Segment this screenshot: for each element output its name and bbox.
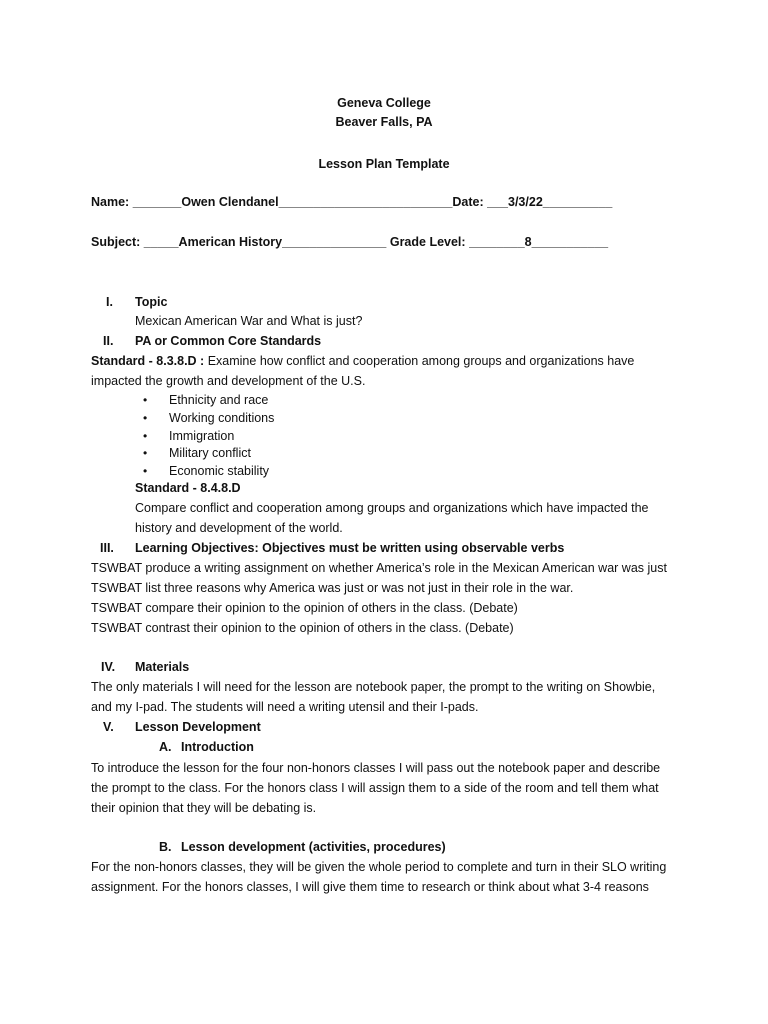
objective-4: TSWBAT contrast their opinion to the opinion of others in the class. (Debate) — [91, 621, 514, 635]
objective-2: TSWBAT list three reasons why America was just or was not just in their role in the war. — [91, 581, 574, 595]
bullet-item: Ethnicity and race — [169, 393, 269, 407]
section-2-title: PA or Common Core Standards — [135, 334, 322, 348]
name-line — [91, 193, 612, 211]
bullet-dot: • — [143, 429, 148, 443]
bullet-item: Military conflict — [169, 446, 251, 460]
standard-1-text: Examine how conflict and cooperation among groups and organizations have — [204, 354, 635, 368]
subsection-a-number: A. — [159, 740, 172, 754]
bullet-item: Working conditions — [169, 411, 275, 425]
section-4-number: IV. — [101, 660, 116, 674]
date-label: Date: — [452, 195, 484, 209]
section-4-title: Materials — [135, 660, 190, 674]
bullet-item: Economic stability — [169, 464, 270, 478]
standard-2-text-cont: history and development of the world. — [135, 521, 343, 535]
template-title: Lesson Plan Template — [318, 157, 450, 171]
development-text-cont: assignment. For the honors classes, I will give them time to research or think about what 3-4 reasons — [91, 880, 649, 894]
intro-text: To introduce the lesson for the four non-honors classes I will pass out the notebook paper and describe — [91, 761, 661, 775]
section-3-title: Learning Objectives: Objectives must be written using observable verbs — [135, 541, 565, 555]
standard-2-label: Standard - 8.4.8.D — [135, 481, 241, 495]
subsection-a-title: Introduction — [181, 740, 254, 754]
grade-label: Grade Level: — [389, 235, 466, 249]
bullet-dot: • — [143, 464, 148, 478]
name-value: _______Owen Clendanel_________________________ — [132, 195, 453, 209]
subject-value: _____American History_______________ — [143, 235, 387, 249]
materials-text-cont: and my I-pad. The students will need a writing utensil and their I-pads. — [91, 700, 479, 714]
topic-text: Mexican American War and What is just? — [135, 314, 363, 328]
section-1-title: Topic — [135, 295, 168, 309]
section-3-number: III. — [100, 541, 114, 555]
subsection-b-number: B. — [159, 840, 172, 854]
intro-text-cont: their opinion that they will be debating is. — [91, 801, 317, 815]
school-name: Geneva College — [337, 96, 431, 110]
name-label: Name: — [91, 195, 130, 209]
standard-1-label: Standard - 8.3.8.D : — [91, 354, 205, 368]
bullet-item: Immigration — [169, 429, 235, 443]
development-text: For the non-honors classes, they will be given the whole period to complete and turn in their SLO writing — [91, 860, 667, 874]
date-value: ___3/3/22__________ — [487, 195, 613, 209]
subsection-b-title: Lesson development (activities, procedures) — [181, 840, 446, 854]
objective-3: TSWBAT compare their opinion to the opinion of others in the class. (Debate) — [91, 601, 518, 615]
standard-2-text: Compare conflict and cooperation among groups and organizations which have impacted the — [135, 501, 649, 515]
bullet-dot: • — [143, 393, 148, 407]
grade-value: ________8___________ — [469, 235, 609, 249]
section-1-number: I. — [106, 295, 113, 309]
section-2-number: II. — [103, 334, 114, 348]
subject-label: Subject: — [91, 235, 141, 249]
bullet-dot: • — [143, 446, 148, 460]
objective-1: TSWBAT produce a writing assignment on whether America’s role in the Mexican American war was just — [91, 561, 667, 575]
standard-1 — [91, 352, 634, 370]
section-5-number: V. — [103, 720, 114, 734]
bullet-dot: • — [143, 411, 148, 425]
school-location: Beaver Falls, PA — [335, 115, 433, 129]
materials-text: The only materials I will need for the lesson are notebook paper, the prompt to the writing on Showbie, — [91, 680, 656, 694]
section-5-title: Lesson Development — [135, 720, 261, 734]
standard-1-text-cont: impacted the growth and development of the U.S. — [91, 374, 366, 388]
intro-text-cont: the prompt to the class. For the honors class I will assign them to a side of the room and tell them what — [91, 781, 659, 795]
subject-line — [91, 233, 608, 251]
